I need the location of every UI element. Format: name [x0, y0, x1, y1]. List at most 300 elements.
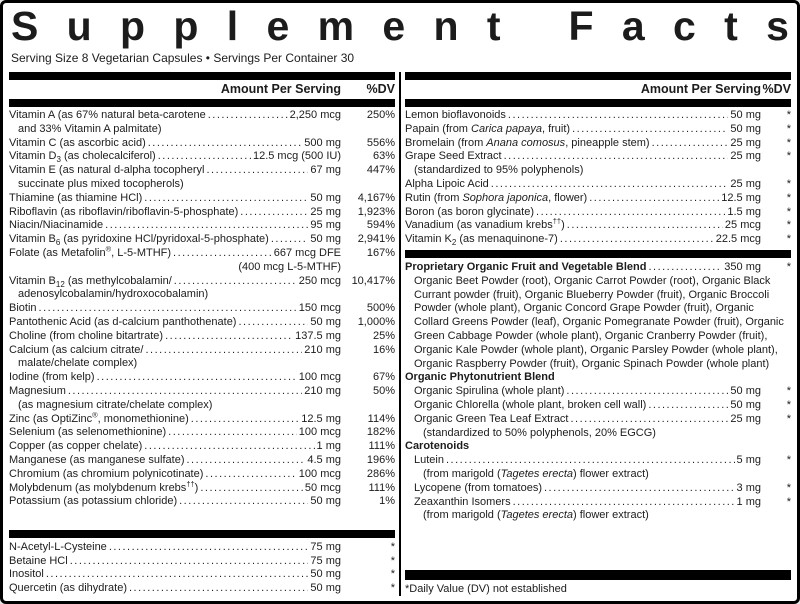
nutrient-name: Organic Spirulina (whole plant) [414, 385, 565, 398]
nutrient-row [9, 109, 395, 123]
nutrient-continuation-row [405, 509, 791, 523]
nutrient-main [9, 344, 341, 358]
dotted-leader [513, 496, 735, 510]
dotted-leader [165, 330, 293, 344]
nutrient-name: Riboflavin (as riboflavin/riboflavin-5-phosphate) [9, 205, 239, 218]
nutrient-amount: 25 mcg [724, 219, 761, 232]
continuation-main [405, 468, 761, 482]
nutrient-name: Chromium (as chromium polynicotinate) [9, 467, 204, 480]
nutrient-name: Vitamin A (as 67% natural beta-carotene [9, 109, 206, 121]
nutrient-main [405, 216, 761, 233]
nutrient-name: Calcium (as calcium citrate/ [9, 343, 144, 356]
nutrient-continuation-row [405, 164, 791, 178]
nutrient-main [9, 478, 341, 496]
nutrient-amount: 210 mg [304, 384, 341, 397]
nutrient-name: Inositol [9, 568, 44, 581]
dotted-leader [504, 150, 729, 164]
nutrient-main [9, 137, 341, 151]
nutrient-dv: * [786, 398, 791, 411]
continuation-main [9, 288, 341, 302]
nutrient-dv: 1% [379, 495, 395, 508]
nutrient-name: Pantothenic Acid (as d-calcium panthothenate) [9, 315, 237, 328]
dotted-leader [491, 178, 729, 192]
nutrient-main [405, 233, 761, 247]
nutrient-continuation-row [9, 288, 395, 302]
dotted-leader [567, 219, 723, 233]
continuation-main [9, 399, 341, 413]
nutrient-main [9, 426, 341, 440]
nutrient-dv: * [786, 385, 791, 398]
nutrient-row [9, 440, 395, 454]
nutrient-amount: 50 mg [310, 495, 341, 508]
nutrient-amount: 95 mg [310, 219, 341, 232]
dotted-leader [70, 555, 309, 569]
continuation-main [9, 178, 341, 192]
nutrient-dv: 111% [368, 440, 395, 453]
nutrient-name: Lutein [414, 454, 444, 467]
nutrient-name: Lycopene (from tomatoes) [414, 481, 542, 494]
nutrient-main [9, 371, 341, 385]
nutrient-dv: 182% [366, 426, 395, 439]
nutrient-name: Magnesium [9, 384, 66, 397]
title-letter: t [486, 5, 501, 49]
nutrient-main [405, 385, 761, 399]
nutrient-row [9, 330, 395, 344]
nutrient-dv: 500% [366, 302, 395, 315]
nutrient-dv: 286% [366, 467, 395, 480]
nutrient-amount: 25 mg [730, 412, 761, 425]
dotted-leader [271, 233, 309, 247]
nutrient-amount: 75 mg [310, 540, 341, 553]
nutrient-amount: 500 mg [304, 136, 341, 149]
dotted-leader [168, 426, 297, 440]
nutrient-amount: 4.5 mg [307, 453, 341, 466]
nutrient-main [9, 109, 341, 123]
column-divider [399, 72, 401, 596]
title-letter [529, 5, 540, 48]
nutrient-main [405, 399, 761, 413]
nutrient-amount: 100 mcg [298, 371, 341, 384]
nutrient-main [9, 302, 341, 316]
dotted-leader [206, 164, 308, 178]
nutrient-amount: 50 mg [310, 191, 341, 204]
nutrient-main [9, 409, 341, 427]
continuation-main [9, 123, 341, 137]
nutrient-main [9, 316, 341, 330]
nutrient-main [9, 568, 341, 582]
nutrient-amount: 50 mg [310, 568, 341, 581]
nutrient-name: Potassium (as potassium chloride) [9, 495, 178, 508]
nutrient-amount: 12.5 mg [721, 191, 761, 204]
nutrient-row [405, 482, 791, 496]
nutrient-dv: 1,923% [357, 205, 395, 218]
nutrient-name: Betaine HCl [9, 554, 68, 567]
dotted-leader [200, 482, 303, 496]
nutrient-dv: * [786, 136, 791, 149]
nutrient-row [9, 371, 395, 385]
nutrient-dv: 63% [372, 150, 395, 163]
dotted-leader [39, 302, 297, 316]
nutrient-section [9, 527, 395, 596]
nutrient-section [405, 247, 791, 523]
nutrient-continuation: (as magnesium citrate/chelate complex) [18, 398, 213, 411]
nutrient-main [9, 244, 341, 261]
nutrient-main [405, 178, 761, 192]
nutrient-dv: * [786, 219, 791, 232]
nutrient-main [9, 275, 341, 289]
nutrient-amount: 50 mg [310, 233, 341, 246]
dotted-leader [187, 454, 306, 468]
nutrient-amount: 137.5 mg [295, 329, 341, 342]
nutrient-main [9, 233, 341, 247]
nutrient-amount: 250 mcg [298, 274, 341, 287]
nutrient-dv: 250% [366, 109, 395, 121]
nutrient-row [405, 454, 791, 468]
nutrient-amount: 50 mg [730, 122, 761, 135]
nutrient-main [9, 219, 341, 233]
nutrient-dv: * [786, 150, 791, 163]
nutrient-row [9, 316, 395, 330]
nutrient-amount: 150 mcg [298, 302, 341, 315]
nutrient-row [9, 275, 395, 289]
nutrient-amount: 50 mg [730, 385, 761, 398]
dotted-leader [129, 582, 308, 596]
nutrient-row [405, 399, 791, 413]
nutrient-row [9, 468, 395, 482]
nutrient-row [9, 478, 395, 496]
nutrient-row [405, 192, 791, 206]
nutrient-dv: 25% [372, 329, 395, 342]
nutrient-name: Choline (from choline bitartrate) [9, 329, 164, 342]
nutrient-continuation: (standardized to 95% polyphenols) [414, 164, 584, 177]
nutrient-continuation: adenosylcobalamin/hydroxocobalamin) [18, 288, 209, 301]
nutrient-dv: * [390, 582, 395, 595]
nutrient-continuation-row [405, 468, 791, 482]
title-letter: p [120, 5, 146, 49]
nutrient-amount: 50 mg [730, 398, 761, 411]
nutrient-section [405, 109, 791, 247]
nutrient-row [9, 206, 395, 220]
dotted-leader [158, 150, 251, 164]
nutrient-main [405, 206, 761, 220]
nutrient-name: Niacin/Niacinamide [9, 219, 104, 232]
dotted-leader [205, 468, 296, 482]
dotted-leader [240, 206, 308, 220]
dotted-leader [105, 219, 308, 233]
continuation-main [405, 509, 761, 523]
continuation-main [9, 261, 341, 275]
nutrient-row [9, 541, 395, 555]
title-letter: c [673, 5, 696, 49]
blend-heading: Organic Phytonutrient Blend [405, 371, 555, 384]
column-header-right [405, 80, 791, 99]
nutrient-amount: 12.5 mg [301, 412, 341, 425]
nutrient-row [9, 555, 395, 569]
nutrient-main [405, 454, 761, 468]
nutrient-name: Zeaxanthin Isomers [414, 495, 511, 508]
divider-bar [405, 570, 791, 580]
dotted-leader [144, 192, 308, 206]
nutrient-continuation-row [9, 261, 395, 275]
nutrient-row [9, 495, 395, 509]
nutrient-continuation: malate/chelate complex) [18, 357, 138, 370]
nutrient-main [405, 261, 761, 275]
title-letter: m [317, 5, 355, 49]
nutrient-row [405, 496, 791, 510]
nutrient-name: Proprietary Organic Fruit and Vegetable Blend [405, 260, 647, 273]
dv-footnote: *Daily Value (DV) not established [405, 583, 567, 595]
nutrient-amount: 50 mg [730, 109, 761, 121]
nutrient-amount: 100 mcg [298, 467, 341, 480]
dotted-leader [174, 275, 297, 289]
nutrient-row [405, 178, 791, 192]
nutrient-amount: 25 mg [730, 150, 761, 163]
dotted-leader [109, 541, 309, 555]
nutrient-row [405, 123, 791, 137]
nutrient-name: Alpha Lipoic Acid [405, 177, 489, 190]
nutrient-row [405, 137, 791, 151]
nutrient-dv: 114% [367, 412, 395, 425]
nutrient-name: Vanadium (as vanadium krebs††) [405, 216, 565, 232]
nutrient-amount: 100 mcg [298, 426, 341, 439]
nutrient-amount: 75 mg [310, 554, 341, 567]
nutrient-name: Vitamin C (as ascorbic acid) [9, 136, 146, 149]
nutrient-dv: 2,941% [357, 233, 395, 246]
dotted-leader [536, 206, 725, 220]
nutrient-continuation-row [9, 399, 395, 413]
nutrient-dv: 4,167% [357, 191, 395, 204]
nutrient-dv: * [786, 122, 791, 135]
dv-label: %DV [762, 82, 791, 96]
nutrient-row [9, 150, 395, 164]
nutrient-rows-right [405, 107, 791, 567]
title-letter: e [382, 5, 406, 49]
nutrient-name: Bromelain (from Anana comosus, pineapple stem) [405, 136, 650, 149]
nutrient-dv: * [786, 481, 791, 494]
nutrient-row [405, 206, 791, 220]
nutrient-amount: 667 mcg DFE [273, 246, 341, 259]
amount-per-serving-label: Amount Per Serving [640, 82, 761, 96]
nutrient-row [405, 261, 791, 275]
nutrient-row [405, 233, 791, 247]
nutrient-name: Organic Green Tea Leaf Extract [414, 412, 569, 425]
title-letter: l [226, 5, 239, 49]
nutrient-main [9, 330, 341, 344]
nutrient-amount: 67 mg [310, 164, 341, 177]
nutrient-row [405, 413, 791, 427]
divider-bar [9, 530, 395, 538]
nutrient-section [9, 109, 395, 509]
nutrient-name: Vitamin $D_3$ (as cholecalciferol) [9, 150, 156, 165]
nutrient-name: Thiamine (as thiamine HCl) [9, 191, 143, 204]
dotted-leader [508, 109, 729, 123]
nutrient-main [405, 150, 761, 164]
footnote-block [405, 567, 791, 596]
title-letter: s [766, 5, 789, 49]
nutrient-dv: 16% [372, 343, 395, 356]
nutrient-amount: 50 mg [310, 315, 341, 328]
nutrient-dv: * [786, 412, 791, 425]
nutrient-continuation: (400 mcg L-5-MTHF) [238, 260, 341, 273]
nutrient-main [9, 192, 341, 206]
nutrient-name: Boron (as boron glycinate) [405, 205, 535, 218]
nutrient-name: Quercetin (as dihydrate) [9, 582, 127, 595]
nutrient-amount: 3 mg [736, 481, 761, 494]
nutrient-dv: 594% [366, 219, 395, 232]
nutrient-dv: * [786, 233, 791, 246]
nutrient-row [405, 216, 791, 233]
title-letter: u [66, 5, 92, 49]
nutrient-row [9, 219, 395, 233]
nutrient-name: Lemon bioflavonoids [405, 109, 506, 121]
dotted-leader [191, 413, 299, 427]
continuation-main [9, 357, 341, 371]
nutrient-amount: 50 mg [310, 582, 341, 595]
divider-bar [9, 99, 395, 107]
dotted-leader [148, 137, 303, 151]
nutrient-continuation: and 33% Vitamin A palmitate) [18, 122, 162, 135]
nutrient-name: Vitamin E (as natural d-alpha tocopheryl [9, 164, 205, 177]
nutrient-row [9, 426, 395, 440]
title-letter: e [266, 5, 290, 49]
dotted-leader [652, 137, 729, 151]
nutrient-main [9, 440, 341, 454]
nutrient-continuation-row [9, 178, 395, 192]
nutrient-main [405, 496, 761, 510]
continuation-main [405, 427, 761, 441]
nutrient-dv: 196% [366, 453, 395, 466]
nutrient-row [9, 344, 395, 358]
serving-info: Serving Size 8 Vegetarian Capsules • Servings Per Container 30 [11, 51, 355, 65]
nutrient-name: N-Acetyl-L-Cysteine [9, 540, 107, 553]
nutrient-amount: 2,250 mcg [289, 109, 341, 121]
nutrient-main [9, 454, 341, 468]
nutrient-name: Selenium (as selenomethionine) [9, 426, 167, 439]
dotted-leader [145, 344, 302, 358]
divider-bar [405, 99, 791, 107]
nutrient-rows-left [9, 107, 395, 596]
nutrient-dv: * [786, 454, 791, 467]
nutrient-name: Vitamin $B_{12}$ (as methylcobalamin/ [9, 274, 172, 289]
nutrient-main [9, 385, 341, 399]
continuation-main [405, 164, 761, 178]
nutrient-row [9, 244, 395, 261]
dotted-leader [566, 385, 728, 399]
nutrient-continuation: (from marigold (Tagetes erecta) flower extract) [423, 467, 649, 480]
nutrient-amount: 1 mg [316, 440, 341, 453]
nutrient-row [405, 109, 791, 123]
nutrient-name: Folate (as Metafolin®, L-5-MTHF) [9, 244, 172, 259]
nutrient-row [9, 302, 395, 316]
nutrient-row [9, 568, 395, 582]
nutrient-amount: 1.5 mg [727, 205, 761, 218]
nutrient-amount: 1 mg [736, 495, 761, 508]
dotted-leader [648, 399, 728, 413]
title-letter: a [621, 5, 645, 49]
nutrient-dv: * [390, 554, 395, 567]
nutrient-main [9, 206, 341, 220]
nutrient-amount: 210 mg [304, 343, 341, 356]
nutrient-continuation-row [9, 123, 395, 137]
column-header-left [9, 80, 395, 99]
panel-title [9, 5, 791, 50]
dotted-leader [97, 371, 297, 385]
nutrient-amount: 22.5 mcg [715, 233, 761, 246]
nutrient-dv: 67% [372, 371, 395, 384]
nutrient-name: Papain (from Carica papaya, fruit) [405, 122, 571, 135]
nutrient-dv: 556% [366, 136, 395, 149]
nutrient-main [9, 541, 341, 555]
dotted-leader [68, 385, 302, 399]
nutrient-name: Vitamin $B_6$ (as pyridoxine HCl/pyridoxal-5-phosphate) [9, 233, 269, 248]
dotted-leader [173, 247, 272, 261]
dotted-leader [446, 454, 735, 468]
nutrient-dv: 167% [366, 246, 395, 259]
dotted-leader [589, 192, 719, 206]
dotted-leader [144, 440, 314, 454]
blend-ingredients: Organic Beet Powder (root), Organic Carrot Powder (root), Organic Black Currant powder (fruit), Organic Blueberry Powder (fruit), Organic Broccoli Powder (whole plant), Organic Concord Grape Powder (fruit), Organic Collard Greens Powder (leaf), Organic Pomegranate Powder (fruit), Organic Green Cabbage Powder (whole plant), Organic Cranberry Powder (fruit), Organic Kale Powder (whole plant), Organic Parsley Powder (whole plant), Organic Raspberry Powder (fruit), Organic Spinach Powder (whole plant) [414, 274, 784, 370]
nutrient-continuation: succinate plus mixed tocopherols) [18, 177, 184, 190]
nutrient-main [405, 123, 761, 137]
nutrient-amount: 50 mcg [304, 481, 341, 494]
nutrient-name: Organic Chlorella (whole plant, broken cell wall) [414, 398, 647, 411]
nutrient-dv: * [786, 109, 791, 121]
nutrient-amount: 350 mg [724, 260, 761, 273]
nutrient-main [9, 164, 341, 178]
nutrient-dv: * [390, 540, 395, 553]
dv-label: %DV [366, 82, 395, 96]
nutrient-name: Rutin (from Sophora japonica, flower) [405, 191, 588, 204]
dotted-leader [46, 568, 309, 582]
nutrient-main [405, 137, 761, 151]
dotted-leader [544, 482, 735, 496]
dotted-leader [648, 261, 722, 275]
nutrient-main [405, 109, 761, 123]
nutrient-dv: * [786, 191, 791, 204]
nutrient-row [9, 454, 395, 468]
dotted-leader [179, 495, 308, 509]
title-letter: t [724, 5, 738, 49]
nutrient-row [9, 409, 395, 427]
nutrient-row [9, 233, 395, 247]
nutrient-name: Zinc (as OptiZinc®, monomethionine) [9, 409, 189, 425]
nutrient-main [9, 495, 341, 509]
nutrient-name: Grape Seed Extract [405, 150, 502, 163]
nutrient-amount: 25 mg [730, 136, 761, 149]
nutrient-dv: * [786, 177, 791, 190]
blend-heading: Carotenoids [405, 440, 470, 453]
nutrient-amount: 12.5 mcg (500 IU) [252, 150, 341, 163]
nutrient-name: Iodine (from kelp) [9, 371, 95, 384]
nutrient-continuation: (from marigold (Tagetes erecta) flower extract) [423, 509, 649, 522]
nutrient-name: Biotin [9, 302, 37, 315]
nutrient-main [405, 413, 761, 427]
nutrient-continuation: (standardized to 50% polyphenols, 20% EGCG) [423, 426, 656, 439]
nutrient-main [405, 192, 761, 206]
divider-bar [9, 72, 395, 80]
divider-bar [405, 250, 791, 258]
nutrient-dv: 447% [366, 164, 395, 177]
nutrient-main [9, 582, 341, 596]
nutrient-dv: * [786, 495, 791, 508]
nutrient-main [9, 468, 341, 482]
nutrient-row [9, 164, 395, 178]
nutrient-row [9, 582, 395, 596]
nutrient-main [9, 555, 341, 569]
nutrient-columns [9, 72, 791, 596]
nutrient-amount: 25 mg [730, 177, 761, 190]
dotted-leader [238, 316, 308, 330]
